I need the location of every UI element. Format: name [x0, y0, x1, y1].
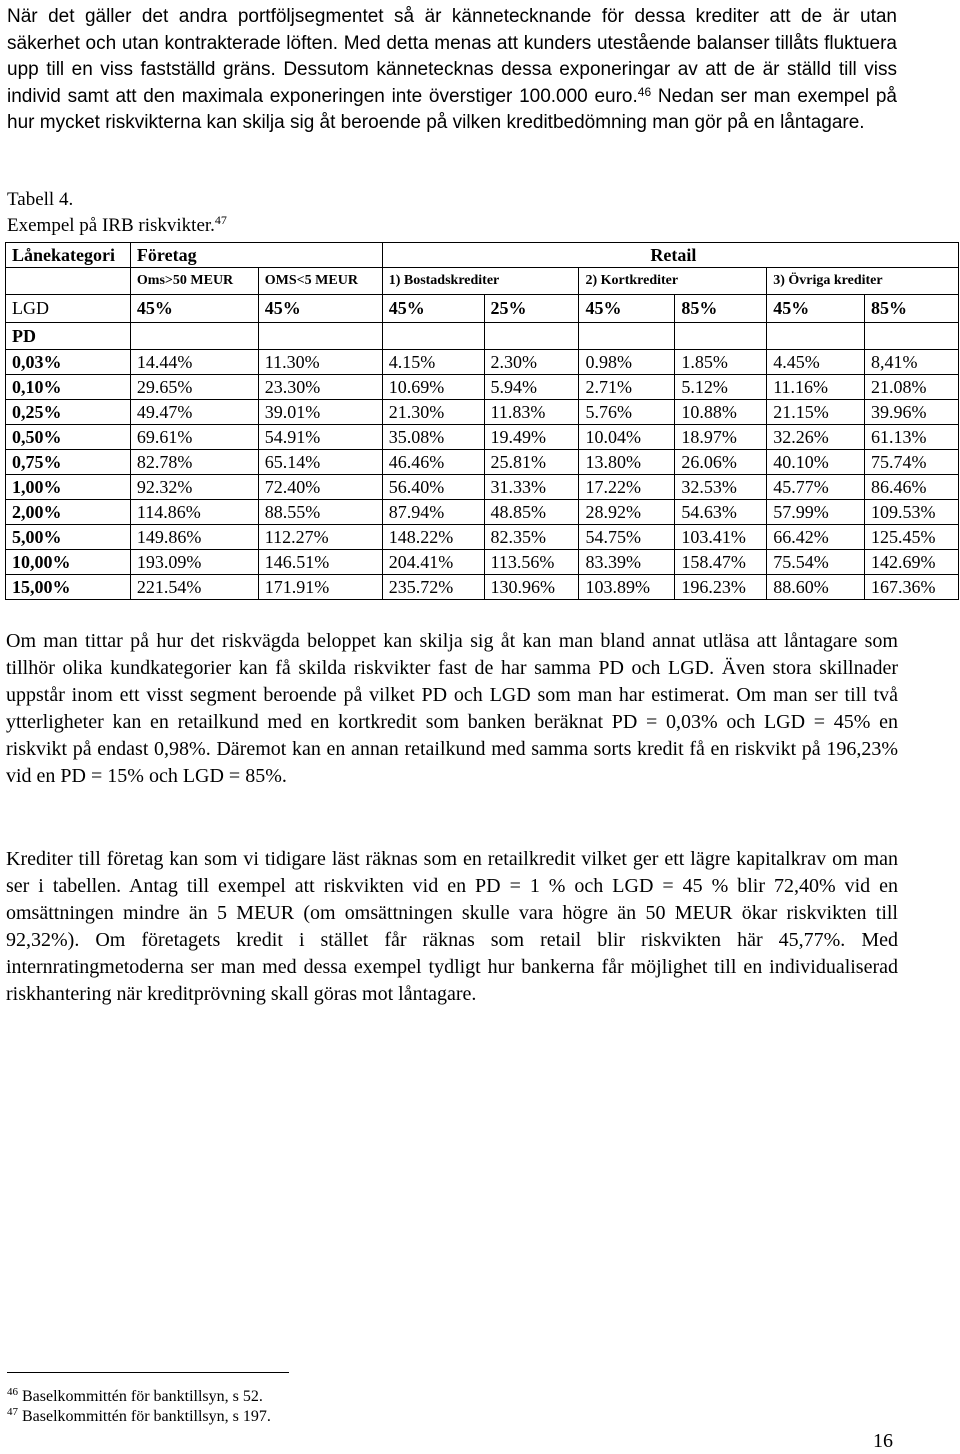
header-retail: Retail	[382, 243, 958, 268]
empty-cell	[382, 323, 484, 350]
pd-cell: 15,00%	[6, 575, 131, 600]
table-row	[6, 525, 959, 550]
riskweight-cell: 193.09%	[130, 550, 258, 575]
riskweight-cell: 21.30%	[382, 400, 484, 425]
riskweight-cell: 13.80%	[579, 450, 675, 475]
lgd-value: 45%	[767, 295, 865, 323]
riskweight-cell: 5.12%	[675, 375, 767, 400]
riskweight-cell: 10.88%	[675, 400, 767, 425]
riskweight-cell: 109.53%	[865, 500, 959, 525]
intro-text: När det gäller det andra portföljsegmentet så är kännetecknande för dessa krediter att de är utan säkerhet och utan kontrakterade löften. Med detta menas att kunders utestående balanser tillåts fluktuera upp till en viss fastställd gräns. Dessutom kännetecknas dessa exponeringar av att de är ställd till viss individ samt att den maximala exponeringen inte överstiger 100.000 euro.	[7, 6, 897, 107]
empty-cell	[865, 323, 959, 350]
riskweight-cell: 39.01%	[258, 400, 382, 425]
riskweight-cell: 21.15%	[767, 400, 865, 425]
subheader-ovriga-krediter: 3) Övriga krediter	[767, 268, 959, 295]
riskweight-cell: 2.30%	[484, 350, 579, 375]
footnote-number: 47	[7, 1406, 18, 1418]
riskweight-cell: 11.83%	[484, 400, 579, 425]
riskweight-cell: 54.75%	[579, 525, 675, 550]
riskweight-cell: 148.22%	[382, 525, 484, 550]
riskweight-cell: 235.72%	[382, 575, 484, 600]
riskweight-cell: 26.06%	[675, 450, 767, 475]
page-number: 16	[873, 1430, 893, 1452]
riskweight-cell: 171.91%	[258, 575, 382, 600]
riskweight-cell: 112.27%	[258, 525, 382, 550]
riskweight-cell: 4.15%	[382, 350, 484, 375]
table-row	[6, 450, 959, 475]
table-row	[6, 350, 959, 375]
riskweight-cell: 21.08%	[865, 375, 959, 400]
pd-cell: 0,03%	[6, 350, 131, 375]
footnote-text: Baselkommittén för banktillsyn, s 197.	[22, 1408, 271, 1425]
riskweight-cell: 61.13%	[865, 425, 959, 450]
lgd-value: 45%	[579, 295, 675, 323]
riskweight-cell: 4.45%	[767, 350, 865, 375]
riskweight-cell: 25.81%	[484, 450, 579, 475]
table-row	[6, 375, 959, 400]
footnote-separator	[7, 1372, 289, 1373]
riskweight-cell: 88.60%	[767, 575, 865, 600]
riskweight-cell: 31.33%	[484, 475, 579, 500]
riskweight-cell: 28.92%	[579, 500, 675, 525]
riskweight-cell: 17.22%	[579, 475, 675, 500]
riskweight-cell: 32.26%	[767, 425, 865, 450]
riskweight-cell: 196.23%	[675, 575, 767, 600]
empty-cell	[767, 323, 865, 350]
riskweight-cell: 69.61%	[130, 425, 258, 450]
empty-cell	[130, 323, 258, 350]
riskweight-cell: 8,41%	[865, 350, 959, 375]
riskweight-cell: 57.99%	[767, 500, 865, 525]
table-row	[6, 475, 959, 500]
riskweight-cell: 5.76%	[579, 400, 675, 425]
riskweight-cell: 48.85%	[484, 500, 579, 525]
riskweight-cell: 11.30%	[258, 350, 382, 375]
table-row	[6, 550, 959, 575]
pd-cell: 0,75%	[6, 450, 131, 475]
riskweight-cell: 66.42%	[767, 525, 865, 550]
riskweight-cell: 142.69%	[865, 550, 959, 575]
riskweight-cell: 75.74%	[865, 450, 959, 475]
empty-cell	[675, 323, 767, 350]
pd-cell: 0,25%	[6, 400, 131, 425]
riskweight-cell: 158.47%	[675, 550, 767, 575]
riskweight-cell: 87.94%	[382, 500, 484, 525]
riskweight-cell: 149.86%	[130, 525, 258, 550]
empty-cell	[484, 323, 579, 350]
lgd-value: 45%	[258, 295, 382, 323]
riskweight-cell: 35.08%	[382, 425, 484, 450]
lgd-value: 45%	[130, 295, 258, 323]
riskweight-cell: 83.39%	[579, 550, 675, 575]
table-pd-label-row	[6, 323, 959, 350]
empty-cell	[258, 323, 382, 350]
lgd-value: 85%	[675, 295, 767, 323]
table-lgd-row	[6, 295, 959, 323]
pd-cell: 1,00%	[6, 475, 131, 500]
riskweight-cell: 146.51%	[258, 550, 382, 575]
table-header-row	[6, 243, 959, 268]
footnote-ref-47[interactable]: 47	[214, 213, 227, 227]
riskweight-cell: 18.97%	[675, 425, 767, 450]
header-foretag: Företag	[130, 243, 382, 268]
lgd-value: 45%	[382, 295, 484, 323]
riskweight-cell: 10.69%	[382, 375, 484, 400]
riskweight-cell: 39.96%	[865, 400, 959, 425]
body-paragraph-2: Om man tittar på hur det riskvägda beloppet kan skilja sig åt kan man bland annat utläsa att låntagare som tillhör olika kundkategorier kan få skilda riskvikter fast de har samma PD och LGD. Även stora skillnader uppstår inom ett visst segment beroende på vilket PD och LGD som man har estimerat. Om man ser till två ytterligheter kan en retailkund med en kortkredit som banken beräknat PD = 0,03% och LGD = 45% en riskvikt på endast 0,98%. Däremot kan en annan retailkund med samma sorts kredit få en riskvikt på 196,23% vid en PD = 15% och LGD = 85%.	[6, 630, 898, 787]
table-subheader-row	[6, 268, 959, 295]
subheader-kortkrediter: 2) Kortkrediter	[579, 268, 767, 295]
pd-cell: 0,10%	[6, 375, 131, 400]
irb-riskweight-table	[5, 242, 959, 600]
riskweight-cell: 29.65%	[130, 375, 258, 400]
intro-paragraph	[7, 4, 897, 137]
riskweight-cell: 11.16%	[767, 375, 865, 400]
lgd-value: 85%	[865, 295, 959, 323]
riskweight-cell: 130.96%	[484, 575, 579, 600]
riskweight-cell: 221.54%	[130, 575, 258, 600]
riskweight-cell: 204.41%	[382, 550, 484, 575]
footnote-text: Baselkommittén för banktillsyn, s 52.	[22, 1388, 263, 1405]
pd-cell: 5,00%	[6, 525, 131, 550]
table-caption	[7, 214, 227, 238]
riskweight-cell: 114.86%	[130, 500, 258, 525]
intro-text-continued: Nedan ser man exempel på hur mycket riskvikterna kan skilja sig åt beroende på vilken kreditbedömning man gör på en låntagare.	[7, 85, 897, 133]
pd-cell: 2,00%	[6, 500, 131, 525]
footnote-46	[7, 1387, 263, 1407]
table-row	[6, 575, 959, 600]
riskweight-cell: 54.63%	[675, 500, 767, 525]
riskweight-cell: 82.78%	[130, 450, 258, 475]
riskweight-cell: 92.32%	[130, 475, 258, 500]
riskweight-cell: 75.54%	[767, 550, 865, 575]
riskweight-cell: 56.40%	[382, 475, 484, 500]
riskweight-cell: 103.41%	[675, 525, 767, 550]
riskweight-cell: 14.44%	[130, 350, 258, 375]
riskweight-cell: 54.91%	[258, 425, 382, 450]
riskweight-cell: 113.56%	[484, 550, 579, 575]
riskweight-cell: 125.45%	[865, 525, 959, 550]
pd-cell: 0,50%	[6, 425, 131, 450]
table-caption-text: Exempel på IRB riskvikter.	[7, 215, 215, 236]
riskweight-cell: 65.14%	[258, 450, 382, 475]
subheader-oms-over-50: Oms>50 MEUR	[130, 268, 258, 295]
riskweight-cell: 40.10%	[767, 450, 865, 475]
riskweight-cell: 72.40%	[258, 475, 382, 500]
lgd-value: 25%	[484, 295, 579, 323]
riskweight-cell: 5.94%	[484, 375, 579, 400]
subheader-oms-under-5: OMS<5 MEUR	[258, 268, 382, 295]
riskweight-cell: 86.46%	[865, 475, 959, 500]
pd-label: PD	[6, 323, 131, 350]
riskweight-cell: 88.55%	[258, 500, 382, 525]
table-row	[6, 400, 959, 425]
riskweight-cell: 45.77%	[767, 475, 865, 500]
subheader-bostadskrediter: 1) Bostadskrediter	[382, 268, 579, 295]
riskweight-cell: 167.36%	[865, 575, 959, 600]
riskweight-cell: 10.04%	[579, 425, 675, 450]
body-paragraph-3: Krediter till företag kan som vi tidigare läst räknas som en retailkredit vilket ger ett lägre kapitalkrav om man ser i tabellen. Antag till exempel att riskvikten vid en PD = 1 % och LGD = 45 % blir 72,40% vid en omsättningen mindre än 5 MEUR (om omsättningen skulle vara högre än 50 MEUR ökar riskvikten till 92,32%). Om företagets kredit i stället får räknas som retail blir riskvikten här 45,77%. Med internratingmetoderna ser man med dessa exempel tydligt hur bankerna får möjlighet till en individualiserad riskhantering när kreditprövning skall göras mot låntagare.	[6, 848, 898, 1005]
riskweight-cell: 32.53%	[675, 475, 767, 500]
header-lanekategori: Lånekategori	[6, 243, 131, 268]
lgd-label: LGD	[6, 295, 131, 323]
table-row	[6, 425, 959, 450]
pd-cell: 10,00%	[6, 550, 131, 575]
riskweight-cell: 0.98%	[579, 350, 675, 375]
footnote-ref-46[interactable]: 46	[637, 84, 652, 99]
riskweight-cell: 103.89%	[579, 575, 675, 600]
table-label: Tabell 4.	[7, 189, 74, 210]
riskweight-cell: 2.71%	[579, 375, 675, 400]
riskweight-cell: 82.35%	[484, 525, 579, 550]
riskweight-cell: 19.49%	[484, 425, 579, 450]
riskweight-cell: 23.30%	[258, 375, 382, 400]
table-row	[6, 500, 959, 525]
riskweight-cell: 49.47%	[130, 400, 258, 425]
subheader-empty	[6, 268, 131, 295]
riskweight-cell: 1.85%	[675, 350, 767, 375]
empty-cell	[579, 323, 675, 350]
footnote-number: 46	[7, 1386, 18, 1398]
footnote-47	[7, 1407, 271, 1427]
riskweight-cell: 46.46%	[382, 450, 484, 475]
